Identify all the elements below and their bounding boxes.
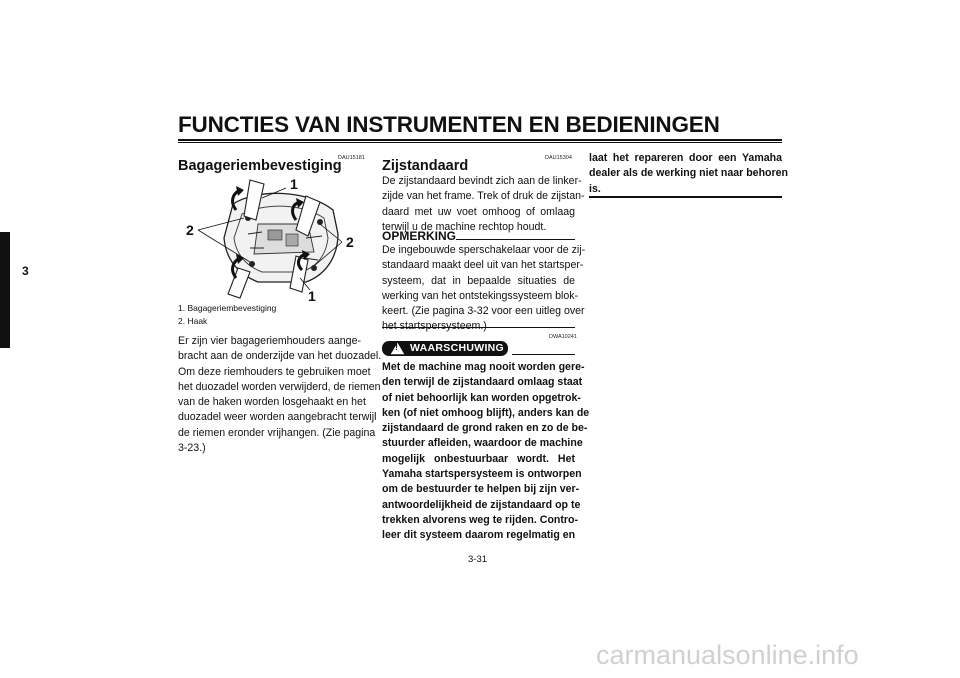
section-code: DAU15181 <box>338 155 365 161</box>
section-code: DAU15304 <box>545 155 572 161</box>
legend-item-2: 2. Haak <box>178 315 208 326</box>
section-heading-luggage: Bagageriembevestiging <box>178 158 342 174</box>
title-rule-thin <box>178 142 782 143</box>
legend-item-1: 1. Bagageriembevestiging <box>178 303 277 313</box>
warning-end-rule <box>589 196 782 198</box>
note-heading: OPMERKING <box>382 229 457 243</box>
chapter-side-tab <box>0 232 10 348</box>
warning-banner <box>382 341 508 356</box>
page-title: FUNCTIES VAN INSTRUMENTEN EN BEDIENINGEN <box>178 112 720 137</box>
page-number: 3-31 <box>468 554 488 565</box>
watermark: carmanualsonline.info <box>596 640 859 670</box>
figure-label-2-left: 2 <box>186 222 194 238</box>
figure-label-2-right: 2 <box>346 234 354 250</box>
section-heading-sidestand: Zijstandaard <box>382 158 469 174</box>
note-end-rule <box>382 327 575 328</box>
warning-exclamation-icon: ! <box>395 342 398 352</box>
warning-code: DWA10241 <box>549 334 577 340</box>
chapter-number: 3 <box>22 264 29 278</box>
warning-heading-rule <box>512 354 575 355</box>
sidestand-body-text: De zijstandaard bevindt zich aan de linker- zijde van het frame. Trek of druk de zijstan- daard met uw voet omhoog of omlaag terwijl u de machine rechtop houdt. <box>382 175 585 233</box>
figure-label-1-bottom: 1 <box>308 288 316 304</box>
warning-body-text: Met de machine mag nooit worden gere- den terwijl de zijstandaard omlaag staat of niet behoorlijk kan worden opgetrok- ken (of niet omhoog blijft), anders kan de zijstandaard de grond raken en zo de be- stuurder afleiden, waardoor de machine mogelijk onbestuurbaar wordt. Het Yamaha startspersysteem is ontworpen om de bestuurder te helpen bij zijn ver- antwoordelijkheid de zijstandaard op te trekken alvorens weg te rijden. Contro- leer dit systeem daarom regelmatig en <box>382 361 590 542</box>
warning-continuation-text: laat het repareren door een Yamaha dealer als de werking niet naar behoren is. <box>589 152 788 195</box>
luggage-strap-figure <box>178 174 360 304</box>
luggage-body-text: Er zijn vier bagageriemhouders aange- bracht aan de onderzijde van het duozadel. Om deze riemhouders te gebruiken moet het duozadel worden verwijderd, de riemen van de haken worden losgehaakt en het duozadel weer worden aangebracht terwijl de riemen eronder vrijhangen. (Zie pagina 3-23.) <box>178 335 382 455</box>
note-body-text: De ingebouwde sperschakelaar voor de zij- standaard maakt deel uit van het startsper- systeem, dat in bepaalde situaties de werking van het ontstekingssysteem blok- keert. (Zie pagina 3-32 voor een uitleg over <box>382 244 586 318</box>
seat-underside-illustration <box>178 174 360 300</box>
title-rule <box>178 139 782 141</box>
figure-legend <box>178 302 276 327</box>
figure-label-1-top: 1 <box>290 176 298 192</box>
note-heading-rule <box>456 239 575 240</box>
warning-label: WAARSCHUWING <box>410 342 505 354</box>
